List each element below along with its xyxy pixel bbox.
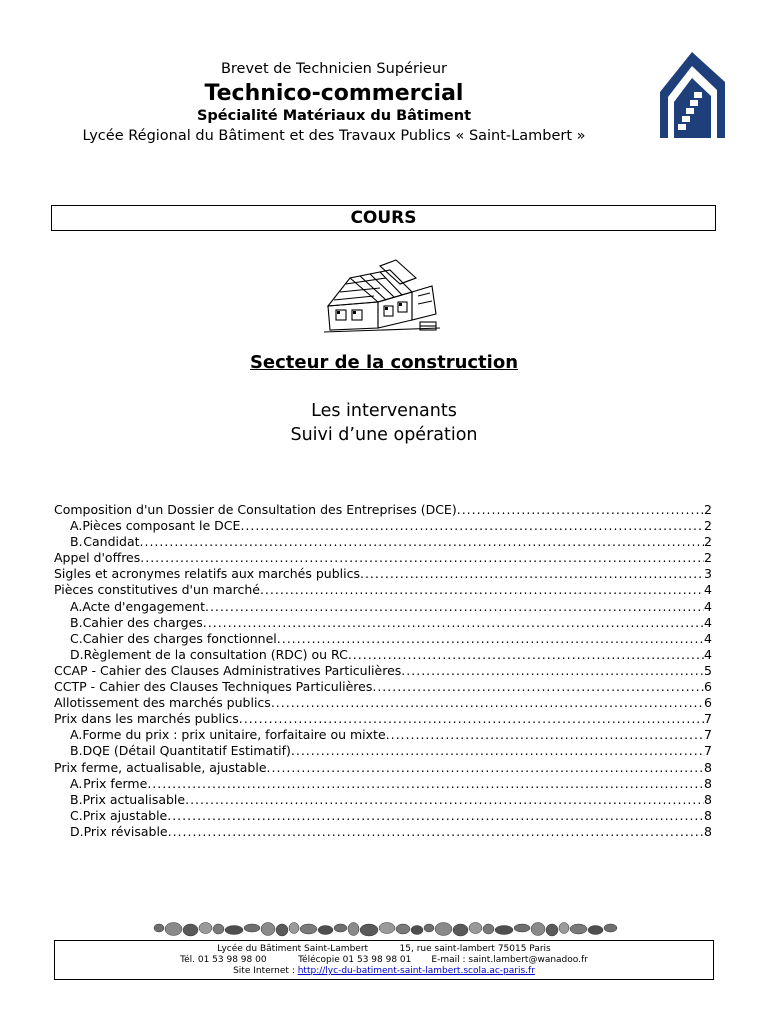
toc-entry-page: 5: [704, 662, 712, 678]
header-title: Technico-commercial: [204, 81, 464, 106]
toc-entry[interactable]: [54, 502, 712, 518]
toc-entry-letter: B.: [70, 614, 83, 630]
stone-shape: [588, 926, 603, 935]
toc-entry-letter: C.: [70, 630, 83, 646]
footer-site-link[interactable]: http://lyc-du-batiment-saint-lambert.scola.ac-paris.fr: [297, 966, 535, 976]
header-line-1: Brevet de Technicien Supérieur: [220, 61, 448, 77]
toc-entry-letter: B.: [70, 534, 83, 550]
toc-entry-page: 8: [704, 791, 712, 807]
stone-shape: [514, 924, 530, 932]
toc-entry-text: Candidat: [83, 534, 140, 550]
stone-shape: [213, 924, 224, 934]
toc-entry-text: Prix ferme: [83, 775, 148, 791]
footer-email: E-mail : saint.lambert@wanadoo.fr: [431, 955, 588, 965]
toc-entry[interactable]: [54, 647, 712, 663]
toc-entry[interactable]: [54, 599, 712, 615]
toc-entry[interactable]: [54, 760, 712, 776]
stone-shape: [318, 926, 333, 935]
stone-shape: [469, 923, 482, 934]
toc-entry-page: 4: [704, 646, 712, 662]
stone-shape: [531, 923, 545, 936]
stone-shape: [379, 923, 395, 934]
toc-entry-page: 2: [704, 518, 712, 534]
toc-leader-dots: [457, 502, 704, 518]
footer-tel: Tél. 01 53 98 98 00: [180, 955, 267, 965]
toc-entry-page: 2: [704, 534, 712, 550]
toc-leader-dots: [140, 534, 705, 550]
toc-leader-dots: [291, 743, 704, 759]
stone-shape: [244, 924, 260, 932]
house-illustration: [320, 256, 448, 336]
footer-line-3: [55, 966, 713, 977]
toc-entry-letter: B.: [70, 743, 83, 759]
stone-shape: [360, 924, 378, 936]
toc-entry-text: Forme du prix : prix unitaire, forfaitaire ou mixte: [82, 727, 386, 743]
header-school: Lycée Régional du Bâtiment et des Travaux Publics « Saint-Lambert »: [82, 128, 586, 144]
stone-shape: [225, 926, 243, 935]
toc-entry-letter: B.: [70, 791, 83, 807]
toc-leader-dots: [140, 550, 704, 566]
toc-entry[interactable]: [54, 727, 712, 743]
toc-leader-dots: [203, 615, 704, 631]
footer-line-1: [55, 944, 713, 955]
toc-entry-page: 4: [704, 582, 712, 598]
footer-fax: Télécopie 01 53 98 98 01: [298, 955, 412, 965]
toc-leader-dots: [167, 808, 704, 824]
toc-entry-page: 8: [704, 759, 712, 775]
stone-shape: [261, 923, 275, 936]
toc-entry-page: 7: [704, 743, 712, 759]
school-logo: [660, 52, 725, 138]
toc-entry[interactable]: [54, 679, 712, 695]
toc-leader-dots: [205, 599, 704, 615]
toc-leader-dots: [185, 792, 704, 808]
stone-shape: [435, 923, 452, 936]
toc-leader-dots: [386, 727, 704, 743]
toc-entry[interactable]: [54, 695, 712, 711]
toc-entry-text: Allotissement des marchés publics: [54, 695, 271, 711]
toc-entry[interactable]: [54, 776, 712, 792]
footer-line-2: [55, 955, 713, 966]
cours-banner: [51, 205, 716, 231]
stone-shape: [300, 924, 317, 934]
stone-shape: [559, 923, 569, 934]
toc-entry-page: 6: [704, 679, 712, 695]
toc-entry-text: Cahier des charges fonctionnel: [82, 630, 277, 646]
footer-school: Lycée du Bâtiment Saint-Lambert: [217, 944, 369, 954]
toc-entry-page: 6: [704, 695, 712, 711]
cours-label: COURS: [350, 208, 417, 228]
toc-entry-text: Sigles et acronymes relatifs aux marchés publics: [54, 566, 360, 582]
toc-entry-text: Appel d'offres: [54, 550, 141, 566]
toc-entry-page: 2: [704, 502, 712, 517]
stone-shape: [334, 924, 347, 932]
toc-entry-page: 4: [704, 598, 712, 614]
toc-entry-page: 2: [704, 550, 712, 566]
subtitle-suivi: Suivi d’une opération: [290, 425, 478, 445]
stones-decoration: [150, 920, 618, 938]
stone-shape: [453, 924, 468, 936]
footer-site-label: Site Internet :: [233, 966, 298, 976]
toc-entry-page: 4: [704, 630, 712, 646]
toc-entry-letter: A.: [70, 775, 83, 791]
stone-shape: [165, 923, 182, 936]
toc-entry-page: 4: [704, 614, 712, 630]
stone-shape: [546, 924, 558, 936]
toc-entry-letter: C.: [70, 807, 83, 823]
toc-entry[interactable]: [54, 743, 712, 759]
section-title: Secteur de la construction: [249, 352, 519, 373]
toc-leader-dots: [401, 663, 704, 679]
stone-shape: [411, 926, 423, 935]
stone-shape: [289, 923, 299, 934]
toc-entry-text: Acte d'engagement: [82, 598, 205, 614]
toc-entry[interactable]: [54, 663, 712, 679]
stone-shape: [276, 924, 288, 936]
toc-entry-page: 8: [704, 807, 712, 823]
toc-entry-text: Prix ferme, actualisable, ajustable: [54, 759, 267, 775]
stone-shape: [424, 924, 434, 932]
toc-leader-dots: [147, 776, 704, 792]
toc-entry[interactable]: [54, 792, 712, 808]
stone-shape: [604, 924, 617, 932]
header-specialty: Spécialité Matériaux du Bâtiment: [196, 108, 472, 124]
stone-shape: [483, 924, 494, 934]
toc-entry-text: Règlement de la consultation (RDC) ou RC: [83, 646, 348, 662]
toc-entry-letter: D.: [70, 823, 84, 839]
stone-shape: [570, 924, 587, 934]
footer-address: 15, rue saint-lambert 75015 Paris: [399, 944, 551, 954]
toc-entry[interactable]: [54, 615, 712, 631]
toc-leader-dots: [260, 582, 704, 598]
toc-leader-dots: [168, 824, 704, 840]
toc-entry[interactable]: [54, 582, 712, 598]
toc-entry[interactable]: [54, 808, 712, 824]
toc-entry[interactable]: [54, 534, 712, 550]
stone-shape: [154, 924, 164, 932]
toc-entry-text: Pièces constitutives d'un marché: [54, 582, 260, 598]
toc-entry-text: DQE (Détail Quantitatif Estimatif): [82, 743, 291, 759]
stone-shape: [199, 923, 212, 934]
toc-entry-text: Pièces composant le DCE: [82, 518, 241, 534]
stone-shape: [183, 924, 198, 936]
toc-entry-text: CCTP - Cahier des Clauses Techniques Particulières: [54, 679, 373, 695]
toc-leader-dots: [271, 695, 704, 711]
toc-entry-letter: A.: [70, 727, 83, 743]
toc-entry[interactable]: [54, 550, 712, 566]
toc-entry[interactable]: [54, 824, 712, 840]
stone-shape: [396, 924, 410, 934]
toc-entry-text: Prix ajustable: [82, 807, 168, 823]
toc-leader-dots: [360, 566, 704, 582]
toc-entry-letter: D.: [70, 646, 84, 662]
toc-entry-page: 8: [704, 775, 712, 791]
toc-leader-dots: [348, 647, 704, 663]
toc-entry-text: Composition d'un Dossier de Consultation des Entreprises (DCE): [54, 502, 457, 517]
toc-entry-text: CCAP - Cahier des Clauses Administratives Particulières: [54, 662, 402, 678]
stone-shape: [348, 923, 359, 936]
toc-entry[interactable]: [54, 566, 712, 582]
toc-entry[interactable]: [54, 631, 712, 647]
toc-leader-dots: [267, 760, 705, 776]
subtitle-intervenants: Les intervenants: [311, 401, 457, 421]
toc-leader-dots: [239, 711, 704, 727]
toc-entry-text: Prix actualisable: [82, 791, 186, 807]
toc-entry-text: Prix dans les marchés publics: [54, 711, 239, 727]
stone-shape: [495, 926, 513, 935]
toc-entry-text: Prix révisable: [83, 823, 168, 839]
toc-entry-page: 8: [704, 823, 712, 839]
footer-box: [54, 940, 714, 980]
toc-entry-page: 3: [704, 566, 712, 582]
toc-entry-letter: A.: [70, 518, 83, 534]
toc-entry-letter: A.: [70, 598, 83, 614]
toc-leader-dots: [372, 679, 704, 695]
toc-entry[interactable]: [54, 711, 712, 727]
toc-entry[interactable]: [54, 518, 712, 534]
toc-leader-dots: [240, 518, 704, 534]
toc-leader-dots: [277, 631, 704, 647]
table-of-contents: [54, 502, 712, 840]
toc-entry-page: 7: [704, 727, 712, 743]
toc-entry-page: 7: [704, 711, 712, 727]
toc-entry-text: Cahier des charges: [82, 614, 203, 630]
